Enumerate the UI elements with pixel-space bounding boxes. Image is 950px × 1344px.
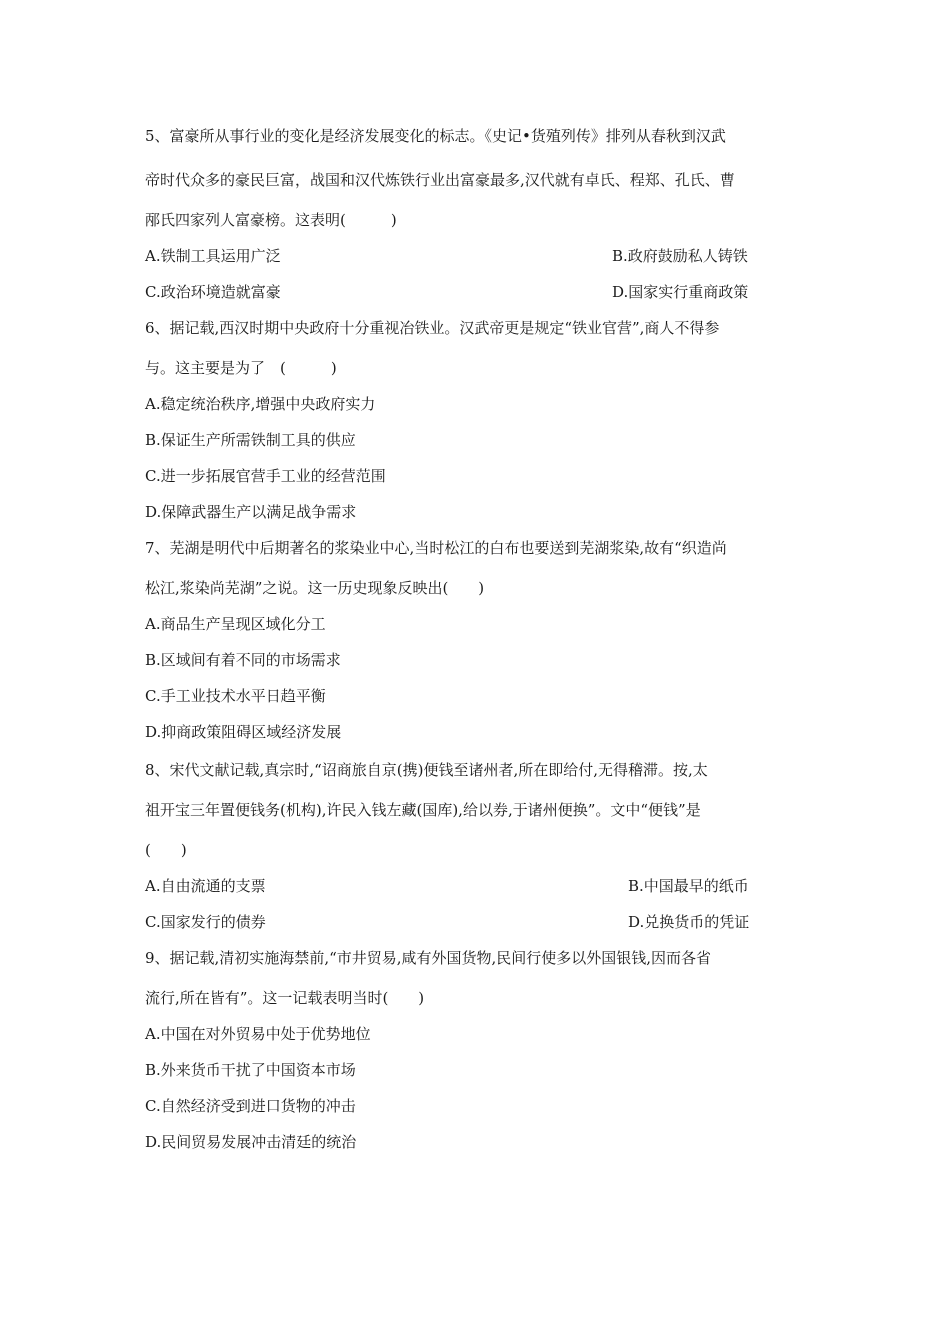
question-6-stem-line-1: 6、据记载,西汉时期中央政府十分重视冶铁业。汉武帝更是规定“铁业官营”,商人不得参 (145, 319, 720, 337)
question-6-stem-line-2: 与。这主要是为了 ( ) (145, 359, 337, 377)
question-5-stem-line-2: 帝时代众多的豪民巨富，战国和汉代炼铁行业出富豪最多,汉代就有卓氏、程郑、孔氏、曹 (145, 171, 735, 189)
question-9-option-b: B.外来货币干扰了中国资本市场 (145, 1061, 356, 1079)
question-8-option-a: A.自由流通的支票 (145, 877, 266, 895)
question-8-option-b: B.中国最早的纸币 (628, 877, 749, 895)
question-9-stem-line-2: 流行,所在皆有”。这一记载表明当时( ) (145, 989, 425, 1007)
question-7-option-a: A.商品生产呈现区域化分工 (145, 615, 326, 633)
question-5-stem-line-1: 5、富豪所从事行业的变化是经济发展变化的标志。《史记•货殖列传》排列从春秋到汉武 (145, 127, 726, 145)
question-6-option-c: C.进一步拓展官营手工业的经营范围 (145, 467, 386, 485)
question-7-stem-line-2: 松江,浆染尚芜湖”之说。这一历史现象反映出( ) (145, 579, 485, 597)
question-8-stem-line-1: 8、宋代文献记载,真宗时,“诏商旅自京(携)便钱至诸州者,所在即给付,无得稽滞。按,太 (145, 761, 708, 779)
question-8-stem-line-2: 祖开宝三年置便钱务(机构),许民入钱左藏(国库),给以券,于诸州便换”。文中“便钱”是 (145, 801, 701, 819)
question-5-option-a: A.铁制工具运用广泛 (145, 247, 281, 265)
question-6-option-d: D.保障武器生产以满足战争需求 (145, 503, 357, 521)
question-8-option-d: D.兑换货币的凭证 (628, 913, 750, 931)
question-7-option-c: C.手工业技术水平日趋平衡 (145, 687, 326, 705)
question-7-stem-line-1: 7、芜湖是明代中后期著名的浆染业中心,当时松江的白布也要送到芜湖浆染,故有“织造尚 (145, 539, 727, 557)
question-6-option-b: B.保证生产所需铁制工具的供应 (145, 431, 356, 449)
question-5-option-b: B.政府鼓励私人铸铁 (612, 247, 748, 265)
question-6-option-a: A.稳定统治秩序,增强中央政府实力 (145, 395, 376, 413)
question-9-option-c: C.自然经济受到进口货物的冲击 (145, 1097, 356, 1115)
question-7-option-b: B.区域间有着不同的市场需求 (145, 651, 341, 669)
question-5-option-d: D.国家实行重商政策 (612, 283, 749, 301)
question-5-stem-line-3: 邴氏四家列人富豪榜。这表明( ) (145, 211, 397, 229)
question-5-option-c: C.政治环境造就富豪 (145, 283, 281, 301)
question-9-option-d: D.民间贸易发展冲击清廷的统治 (145, 1133, 357, 1151)
question-9-option-a: A.中国在对外贸易中处于优势地位 (145, 1025, 371, 1043)
question-9-stem-line-1: 9、据记载,清初实施海禁前,“市井贸易,咸有外国货物,民间行使多以外国银钱,因而各省 (145, 949, 712, 967)
question-8-option-c: C.国家发行的债券 (145, 913, 266, 931)
question-7-option-d: D.抑商政策阻碍区域经济发展 (145, 723, 342, 741)
question-8-stem-line-3: ( ) (145, 841, 187, 859)
